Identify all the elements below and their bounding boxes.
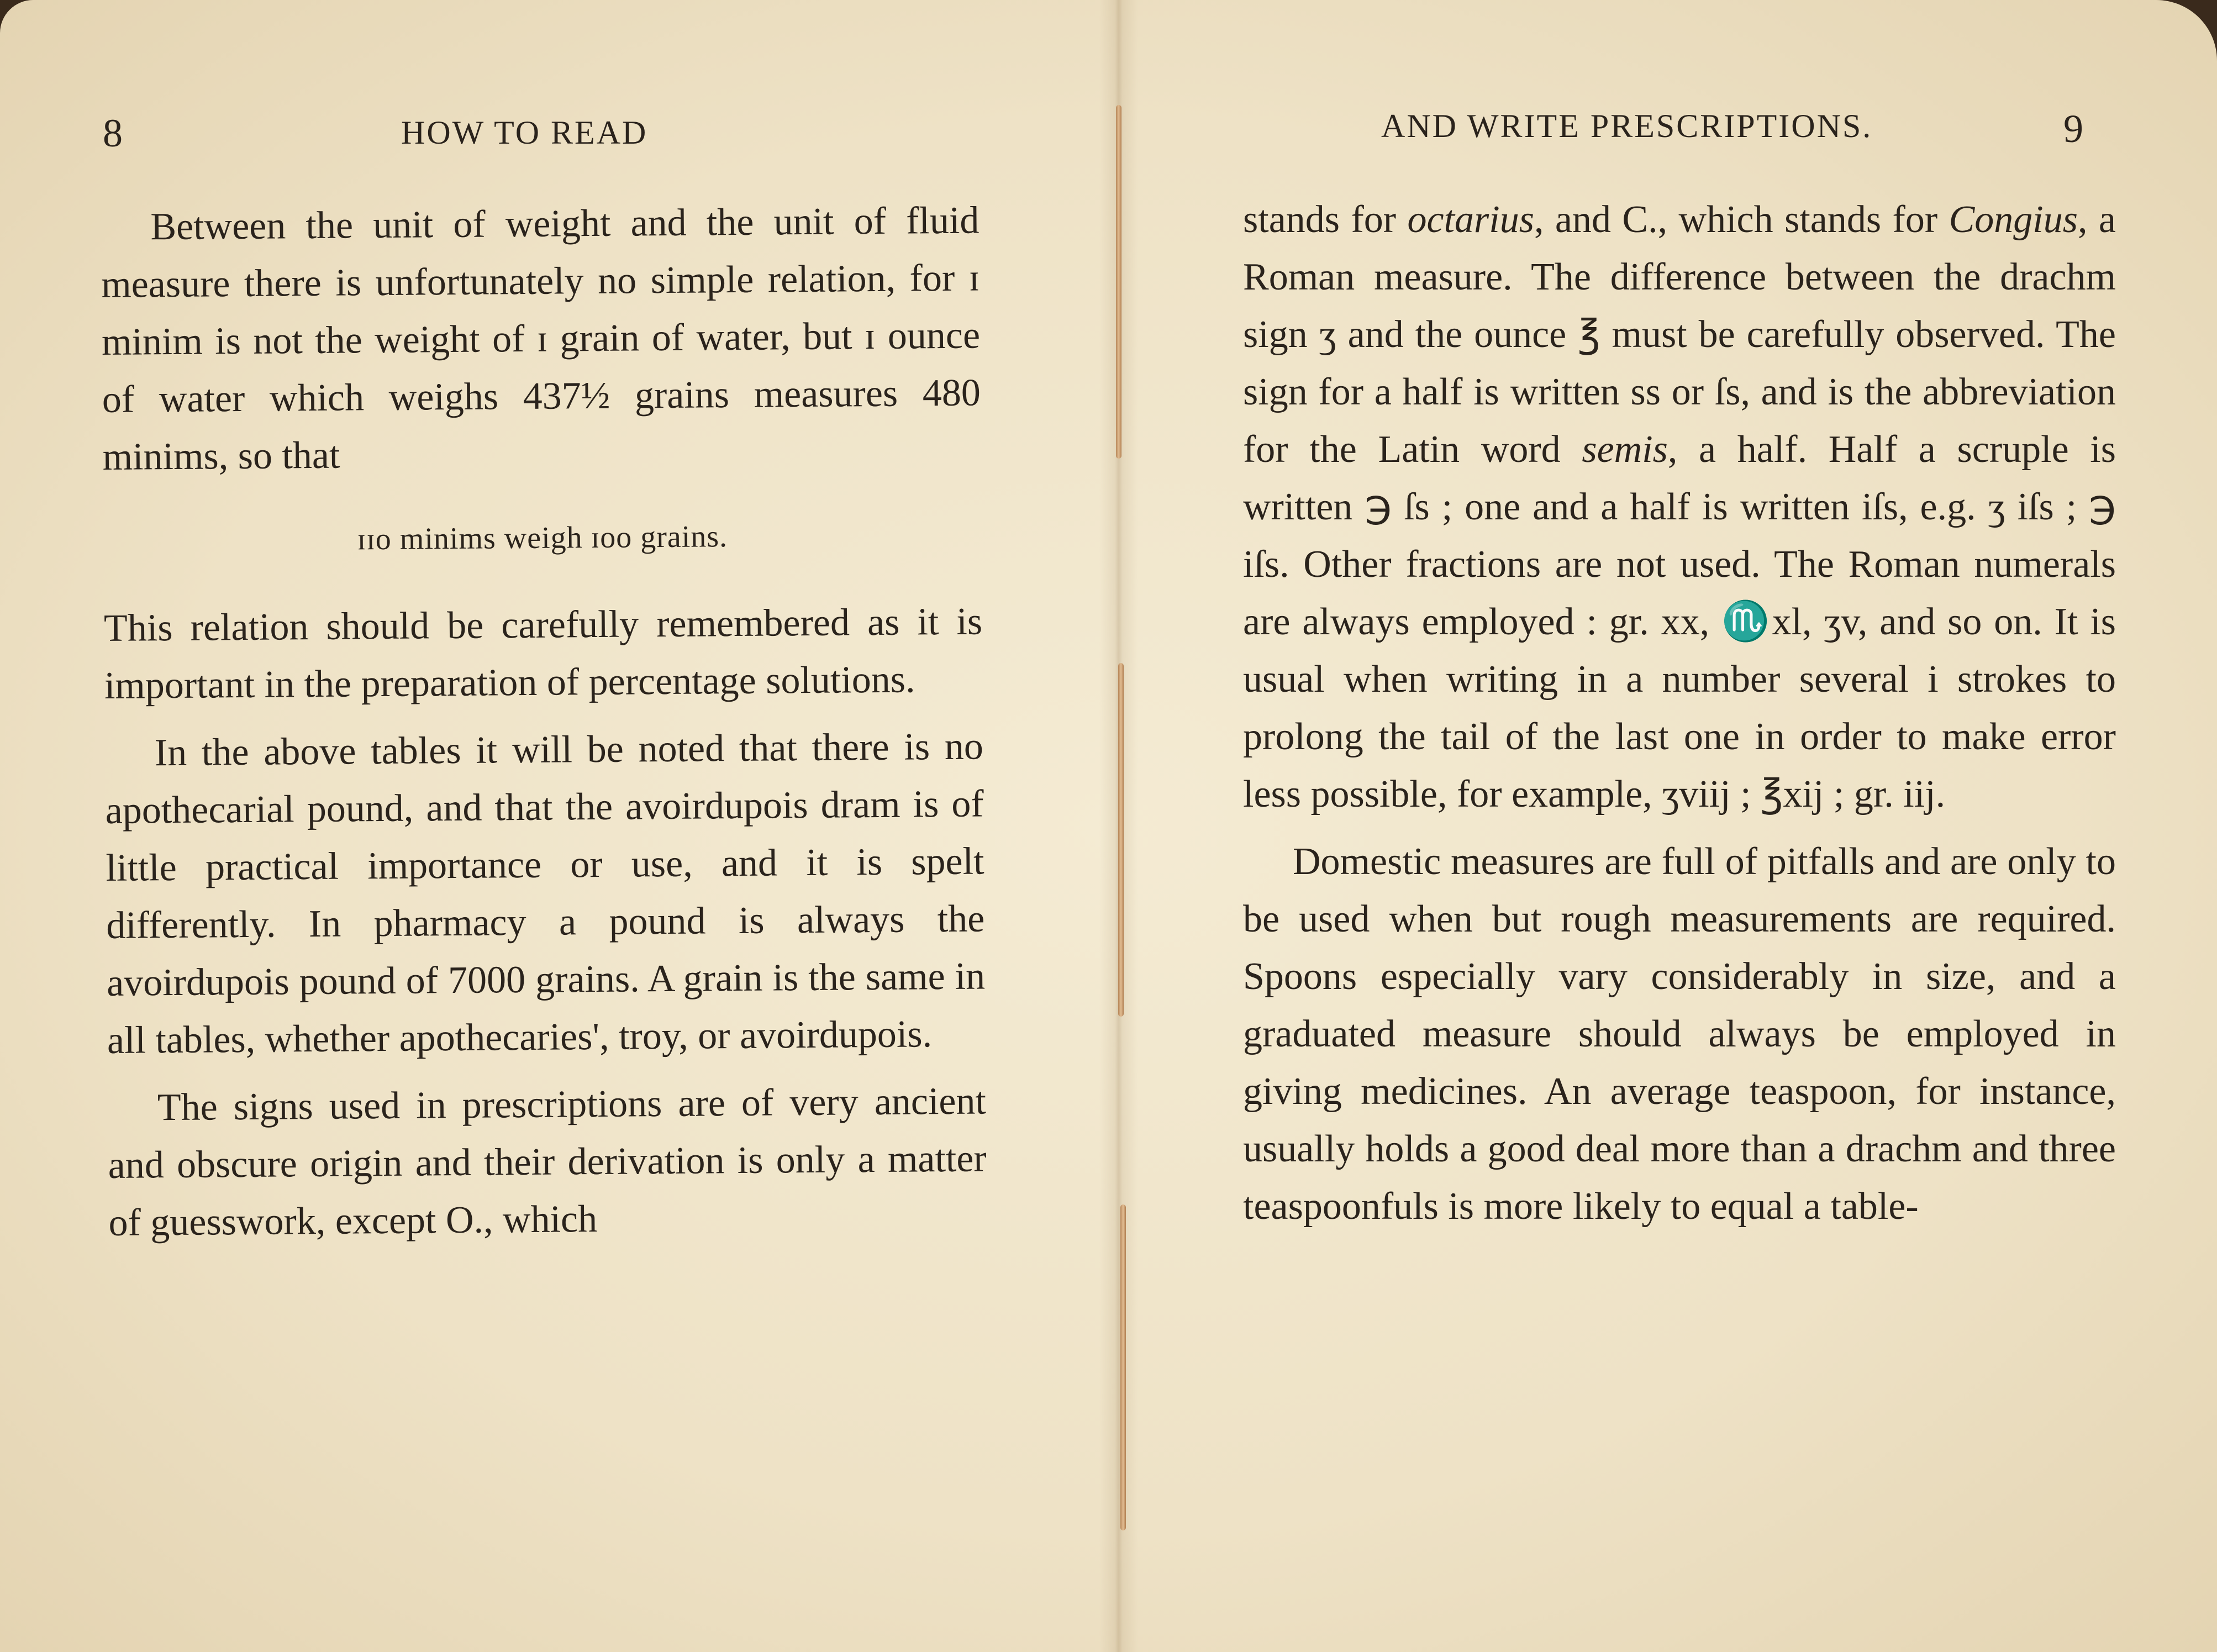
- paragraph: In the above tables it will be noted that there is no apothecarial pound, and that the avoirdupois dram is of little practical importance or use, and it is spelt differently. In pharmacy a pound is always the avoirdupois pound of 7000 grains. A grain is the same in all tables, whether apothecaries', troy, or avoirdupois.: [105, 725, 986, 1062]
- paragraph-text: , a Roman measure. The difference between the drachm sign ʒ and the ounce ℥ must be carefully observed. The sign for a half is written ss or ſs, and is the abbreviation for the Latin word: [1243, 198, 2116, 471]
- left-page-body: [101, 192, 987, 1252]
- page-number: 9: [2063, 107, 2083, 151]
- running-head: AND WRITE PRESCRIPTIONS.: [1381, 108, 1873, 144]
- centered-statement: ɪɪo minims weigh ɪoo grains.: [357, 519, 728, 557]
- right-page-body: [1243, 191, 2116, 1235]
- paragraph: Domestic measures are full of pitfalls and are only to be used when but rough measurements are required. Spoons especially vary considerably in size, and a graduated measure should always be employed in giving medicines. An average teaspoon, for instance, usually holds a good deal more than a drachm and three teaspoonfuls is more likely to equal a table-: [1243, 840, 2116, 1228]
- right-page: [1116, 0, 2217, 1652]
- paragraph: [1243, 191, 2116, 823]
- paragraph: The signs used in prescriptions are of very ancient and obscure origin and their derivation is only a matter of guesswork, except O., which: [108, 1080, 987, 1244]
- latin-term: octarius: [1407, 198, 1534, 241]
- running-head: HOW TO READ: [401, 114, 648, 151]
- paragraph-text: , and C., which stands for: [1534, 198, 1949, 241]
- page-number: 8: [103, 111, 123, 155]
- paragraph-text: , a half. Half a scruple is written ℈ ſs ; one and a half is written iſs, e.g. ʒ iſs ; ℈ iſs. Other fractions are not used. The Roman numerals are always employed : gr. xx, ♏xl, ʒv, and so on. It is usual when writing in a number several i strokes to prolong the tail of the last one in order to make error less possible, for example, ʒviij ; ℥xij ; gr. iij.: [1243, 428, 2116, 816]
- paragraph: Between the unit of weight and the unit of fluid measure there is unfortunately no simple relation, for ɪ minim is not the weight of ɪ grain of water, but ɪ ounce of water which weighs 437½ grains measures 480 minims, so that: [101, 199, 981, 478]
- latin-term: semis: [1582, 428, 1668, 471]
- paragraph-text: stands for: [1243, 198, 1408, 241]
- latin-term: Congius: [1949, 198, 2078, 241]
- paragraph: This relation should be carefully remembered as it is important in the preparation of percentage solutions.: [103, 600, 983, 707]
